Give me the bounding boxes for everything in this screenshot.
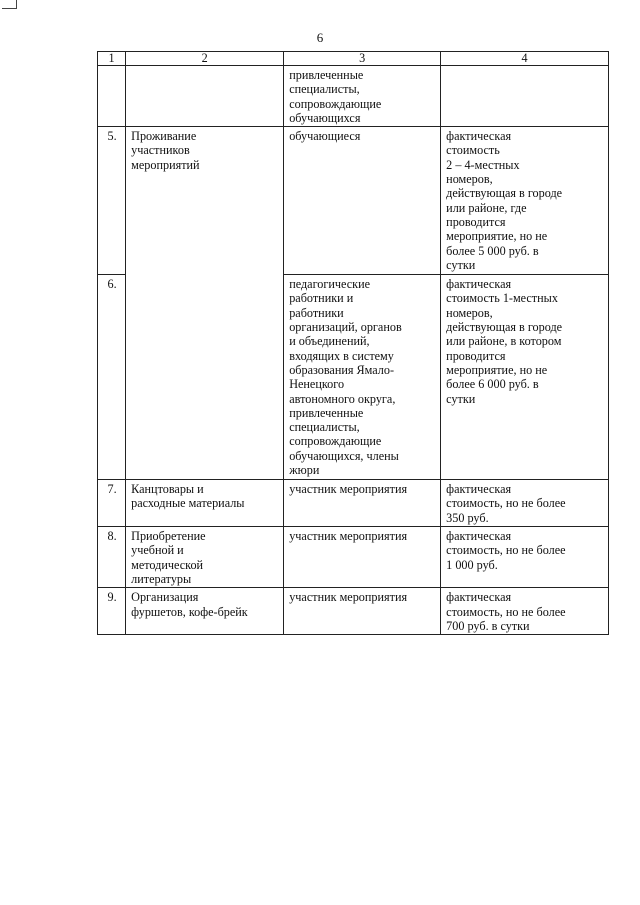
recipients: педагогические работники и работники организаций, органов и объединений, входящих в систему образования Ямало- Ненецкого автономного округа, привлеченные специалисты, сопровождающие обучающихся, члены жюри [284, 275, 441, 480]
expense-item: Организация фуршетов, кофе-брейк [126, 588, 284, 635]
recipients: участник мероприятия [284, 480, 441, 527]
table-row-7 [98, 480, 609, 527]
recipients: участник мероприятия [284, 527, 441, 588]
column-number-row [98, 52, 609, 66]
expense-norm: фактическая стоимость 1-местных номеров, действующая в городе или районе, в котором проводится мероприятие, но не более 6 000 руб. в сутки [441, 275, 609, 480]
table-row-6 [98, 275, 609, 480]
row-number: 5. [98, 127, 126, 275]
expense-norm: фактическая стоимость, но не более 1 000 руб. [441, 527, 609, 588]
expense-item: Канцтовары и расходные материалы [126, 480, 284, 527]
expense-norm [441, 66, 609, 127]
column-number-1: 1 [98, 52, 126, 66]
expense-norm: фактическая стоимость, но не более 700 руб. в сутки [441, 588, 609, 635]
recipients: участник мероприятия [284, 588, 441, 635]
page-number: 6 [316, 30, 324, 45]
table-row-5 [98, 127, 609, 275]
row-number: 9. [98, 588, 126, 635]
scan-corner-mark [2, 0, 17, 9]
row-number: 8. [98, 527, 126, 588]
row-number: 7. [98, 480, 126, 527]
recipients: привлеченные специалисты, сопровождающие обучающихся [284, 66, 441, 127]
expense-norms-table [97, 51, 609, 635]
column-number-4: 4 [441, 52, 609, 66]
expense-norm: фактическая стоимость, но не более 350 руб. [441, 480, 609, 527]
table-row-8 [98, 527, 609, 588]
recipients: обучающиеся [284, 127, 441, 275]
column-number-2: 2 [126, 52, 284, 66]
column-number-3: 3 [284, 52, 441, 66]
table-row-9 [98, 588, 609, 635]
expense-item [126, 66, 284, 127]
expense-item [126, 275, 284, 480]
table-row-continuation [98, 66, 609, 127]
row-number: 6. [98, 275, 126, 480]
expense-item: Проживание участников мероприятий [126, 127, 284, 275]
expense-norm: фактическая стоимость 2 – 4-местных номеров, действующая в городе или районе, где проводится мероприятие, но не более 5 000 руб. в сутки [441, 127, 609, 275]
expense-item: Приобретение учебной и методической литературы [126, 527, 284, 588]
row-number [98, 66, 126, 127]
